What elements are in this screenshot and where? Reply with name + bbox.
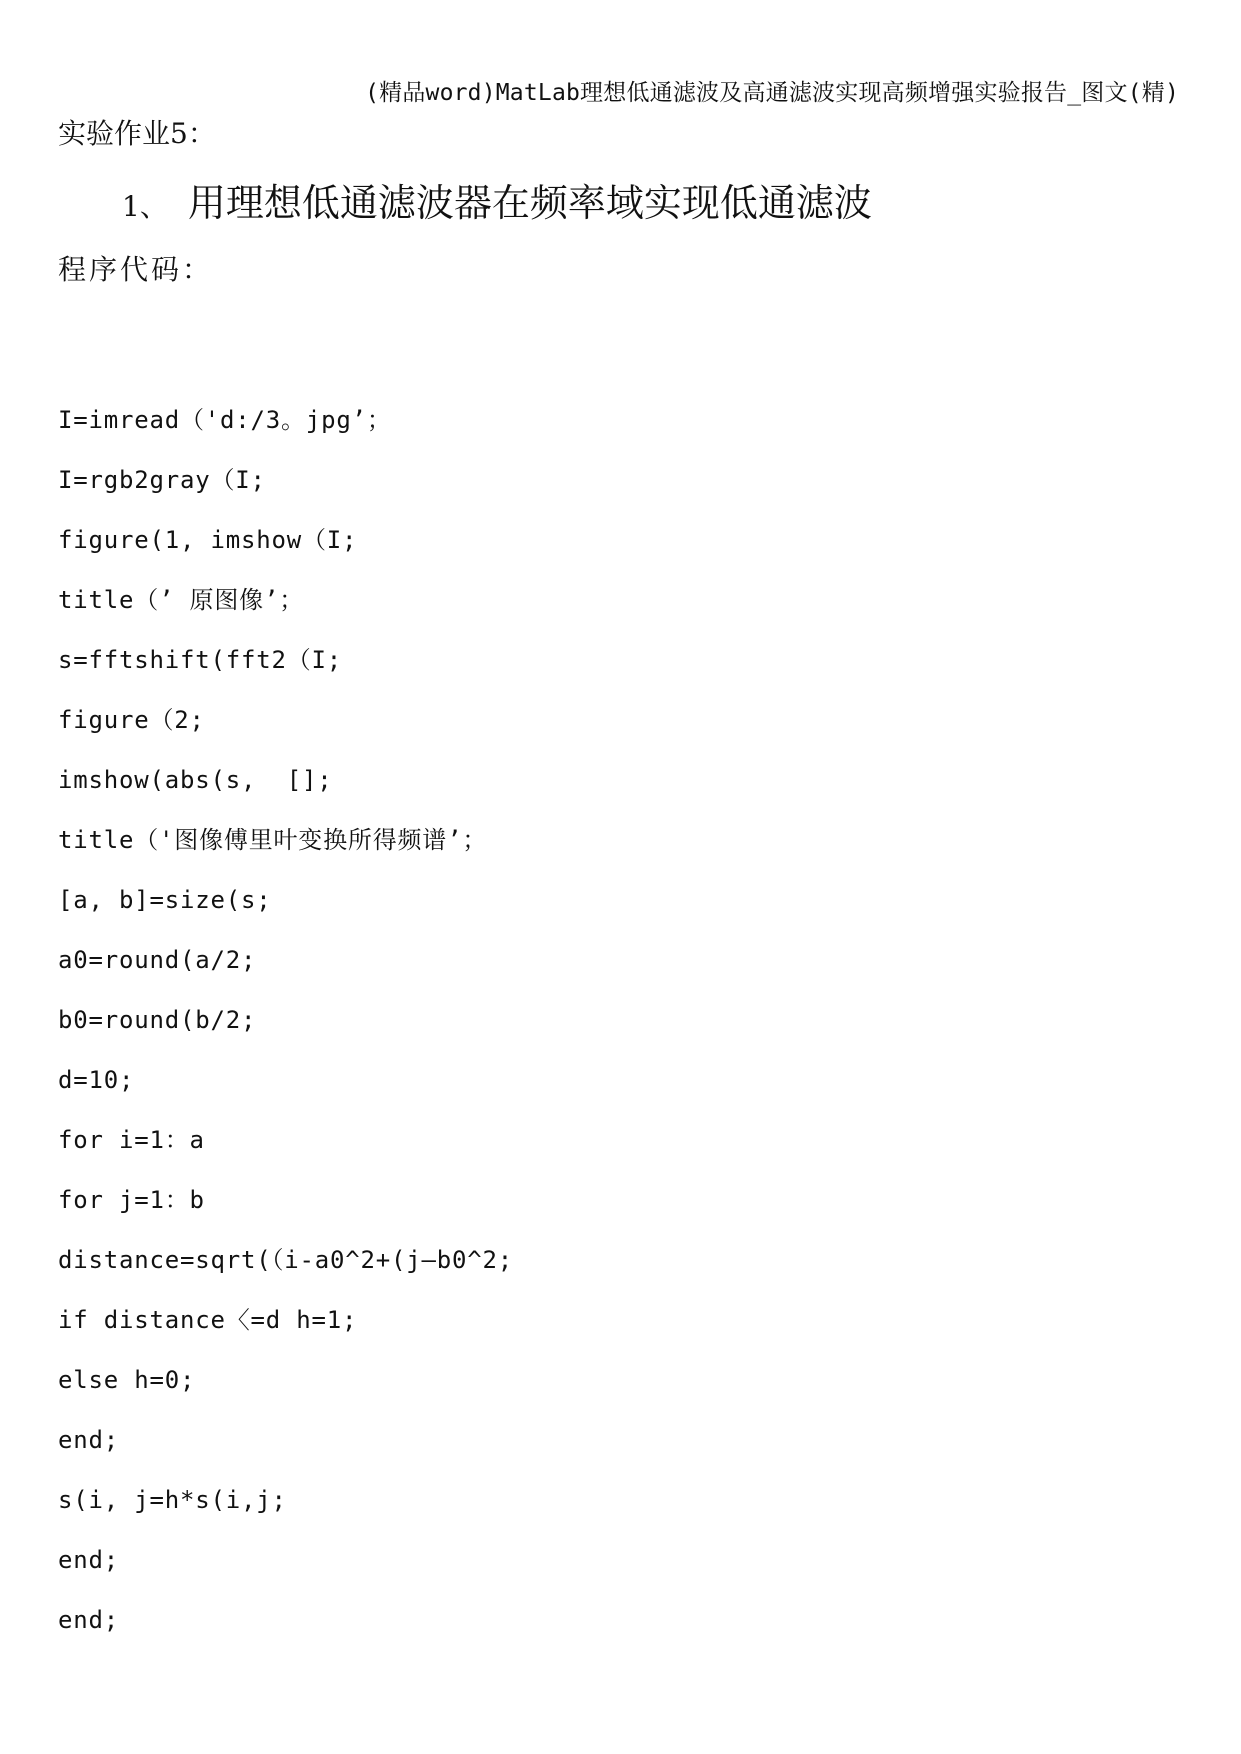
- code-line: else h=0;: [58, 1366, 196, 1394]
- code-line: end;: [58, 1546, 119, 1574]
- code-line: figure（2;: [58, 706, 205, 734]
- code-line: figure(1, imshow（I;: [58, 526, 358, 554]
- code-label: 程序代码：: [58, 253, 214, 286]
- code-line: I=rgb2gray（I;: [58, 466, 266, 494]
- assignment-title: 实验作业5：: [58, 117, 216, 150]
- section-heading: [122, 172, 872, 227]
- section-title: 用理想低通滤波器在频率域实现低通滤波: [187, 181, 872, 225]
- code-line: imshow(abs(s, [];: [58, 766, 333, 794]
- code-line: for i=1：a: [58, 1126, 205, 1154]
- code-line: distance=sqrt(（i-a0^2+(j—b0^2;: [58, 1246, 514, 1274]
- code-block: [58, 405, 513, 1665]
- code-line: title（’ 原图像’；: [58, 586, 304, 614]
- code-line: [a, b]=size(s;: [58, 886, 272, 914]
- code-line: if distance〈=d h=1;: [58, 1306, 358, 1334]
- code-line: d=10;: [58, 1066, 135, 1094]
- code-line: for j=1：b: [58, 1186, 205, 1214]
- code-line: I=imread（'d:/3。jpg’；: [58, 406, 392, 434]
- code-line: end;: [58, 1606, 119, 1634]
- document-header: (精品word)MatLab理想低通滤波及高通滤波实现高频增强实验报告_图文(精): [365, 80, 1179, 106]
- code-line: title（'图像傅里叶变换所得频谱’；: [58, 826, 488, 854]
- code-line: end;: [58, 1426, 119, 1454]
- code-line: a0=round(a/2;: [58, 946, 257, 974]
- section-number: 1、: [122, 190, 168, 223]
- code-line: s=fftshift(fft2（I;: [58, 646, 343, 674]
- code-line: b0=round(b/2;: [58, 1006, 257, 1034]
- code-line: s(i, j=h*s(i,j;: [58, 1486, 287, 1514]
